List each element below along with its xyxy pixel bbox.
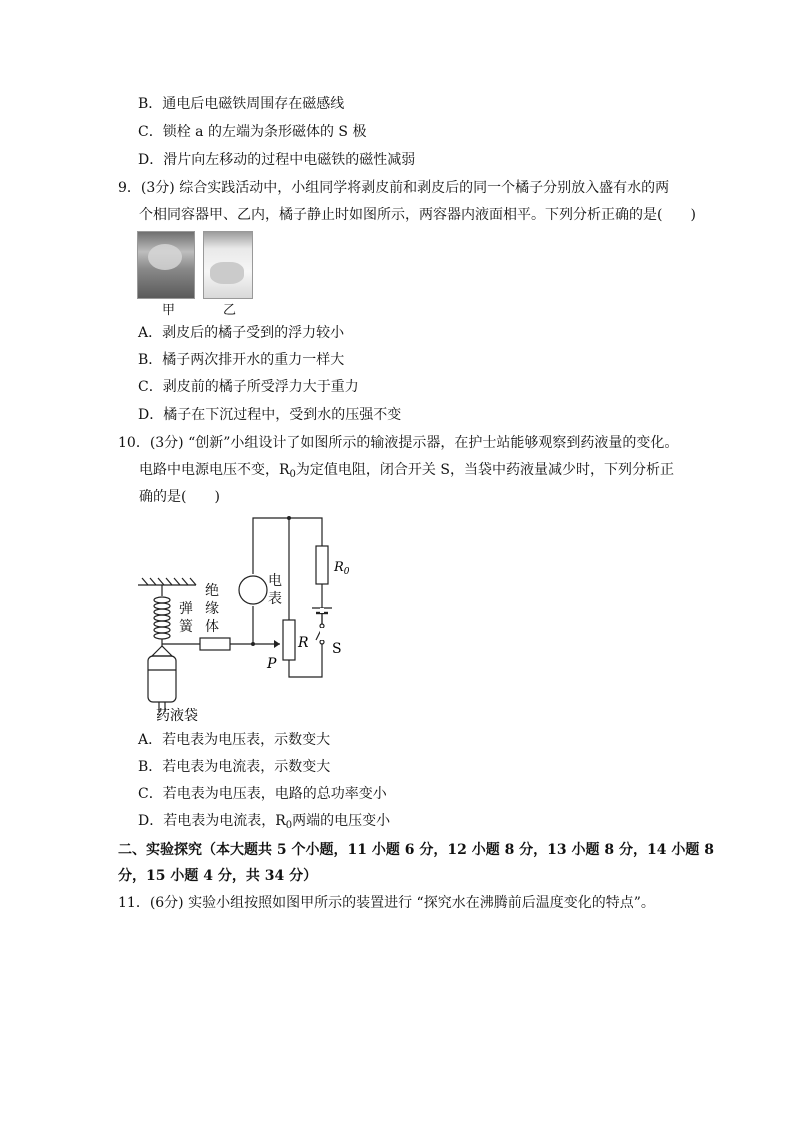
q8-option-b: B．通电后电磁铁周围存在磁感线: [138, 96, 345, 112]
meter-circle: [239, 576, 267, 604]
q8-option-c: C．锁栓 a 的左端为条形磁体的 S 极: [138, 124, 367, 140]
jia-beaker-photo: [137, 231, 195, 299]
insulator-label: 绝缘体: [205, 583, 219, 635]
ceiling-support: [138, 578, 196, 585]
r-label: R: [298, 635, 309, 651]
q9-option-b: B．橘子两次排开水的重力一样大: [138, 352, 345, 368]
label-jia: 甲: [162, 303, 176, 318]
q9-option-c: C．剥皮前的橘子所受浮力大于重力: [138, 379, 359, 395]
r0-label: $R_0$: [334, 560, 350, 577]
s-label: S: [332, 641, 342, 657]
slider-p-arrow: [274, 640, 280, 648]
q10-stem-line1: 10．(3分) “创新”小组设计了如图所示的输液提示器，在护士站能够观察到药液量的变化。: [118, 435, 679, 451]
spring: [154, 585, 170, 646]
q10-stem-line2: 电路中电源电压不变，$R_0$为定值电阻，闭合开关 S，当袋中药液量减少时，下列分析正: [139, 462, 674, 480]
p-label: P: [267, 656, 277, 672]
q10-option-c: C．若电表为电压表，电路的总功率变小: [138, 786, 387, 802]
q8-option-d: D．滑片向左移动的过程中电磁铁的磁性减弱: [138, 152, 416, 168]
section2-heading-line1: 二、实验探究（本大题共 5 个小题，11 小题 6 分，12 小题 8 分，13 小题 8 分，14 小题 8: [118, 842, 714, 858]
rheostat-r: [283, 620, 295, 660]
q10-option-d: D．若电表为电流表，$R_0$两端的电压变小: [138, 813, 391, 831]
q10-option-b: B．若电表为电流表，示数变大: [138, 759, 331, 775]
r0-resistor: [316, 546, 328, 584]
q10-option-a: A．若电表为电压表，示数变大: [138, 732, 331, 748]
q9-option-a: A．剥皮后的橘子受到的浮力较小: [138, 325, 345, 341]
yi-beaker-photo: [203, 231, 253, 299]
q9-option-d: D．橘子在下沉过程中，受到水的压强不变: [138, 407, 402, 423]
spring-label: 弹簧: [179, 601, 193, 635]
insulator-block: [200, 638, 230, 650]
section2-heading-line2: 分，15 小题 4 分，共 34 分）: [118, 868, 318, 884]
q10-stem-line3: 确的是( ): [139, 489, 220, 505]
q9-stem-line1: 9．(3分) 综合实践活动中，小组同学将剥皮前和剥皮后的同一个橘子分别放入盛有水的两: [118, 180, 670, 196]
q11-stem: 11．(6分) 实验小组按照如图甲所示的装置进行 “探究水在沸腾前后温度变化的特点”。: [118, 895, 655, 911]
infusion-alarm-circuit-diagram: [130, 510, 370, 725]
bag-label: 药液袋: [156, 708, 198, 724]
label-yi: 乙: [223, 303, 237, 318]
q9-stem-line2: 个相同容器甲、乙内，橘子静止时如图所示，两容器内液面相平。下列分析正确的是( ): [139, 207, 696, 223]
medicine-bag: [148, 646, 176, 712]
meter-label-vertical: 电表: [268, 573, 282, 607]
